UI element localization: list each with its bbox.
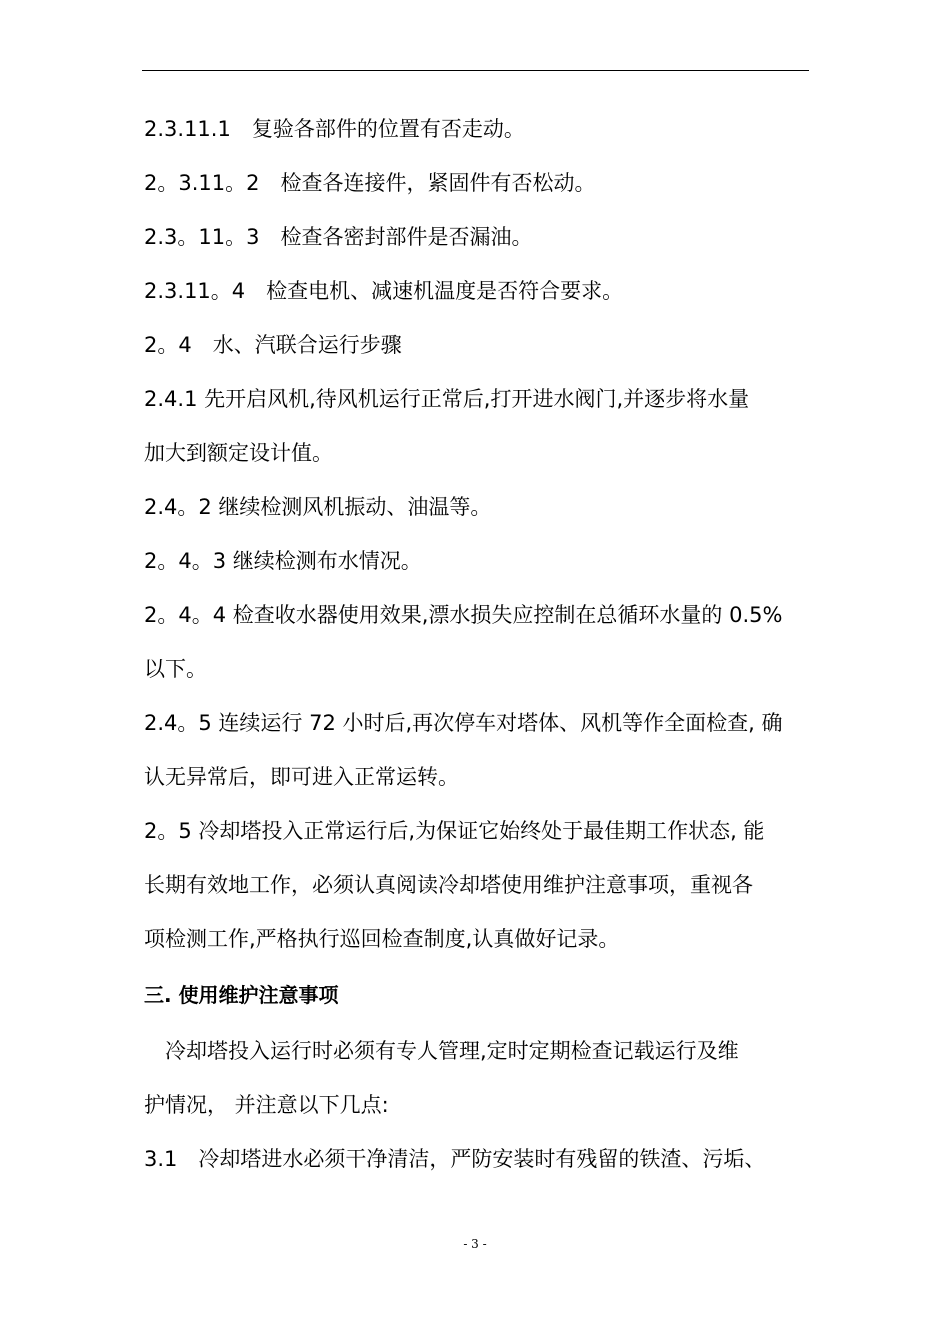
- header-rule: [142, 70, 809, 71]
- text-line-2-4-5-cont: 认无异常后，即可进入正常运转。: [144, 765, 459, 789]
- text-line-2-5-cont-2: 项检测工作,严格执行巡回检查制度,认真做好记录。: [144, 927, 620, 951]
- section-intro-line-2: 护情况， 并注意以下几点:: [144, 1093, 389, 1117]
- text-line-2-3-11-1: 2.3.11.1 复验各部件的位置有否走动。: [144, 117, 525, 141]
- text-line-2-5-cont-1: 长期有效地工作，必须认真阅读冷却塔使用维护注意事项，重视各: [144, 873, 753, 897]
- text-line-2-4-1-cont: 加大到额定设计值。: [144, 441, 333, 465]
- text-line-2-4-2: 2.4。2 继续检测风机振动、油温等。: [144, 495, 492, 519]
- text-line-2-4-5: 2.4。5 连续运行 72 小时后,再次停车对塔体、风机等作全面检查, 确: [144, 711, 783, 735]
- text-line-3-1: 3.1 冷却塔进水必须干净清洁，严防安装时有残留的铁渣、污垢、: [144, 1147, 766, 1171]
- text-line-2-4-4-cont: 以下。: [144, 657, 207, 681]
- page-number: - 3 -: [463, 1237, 487, 1251]
- text-line-2-3-11-3: 2.3。11。3 检查各密封部件是否漏油。: [144, 225, 533, 249]
- text-line-2-3-11-4: 2.3.11。4 检查电机、减速机温度是否符合要求。: [144, 279, 624, 303]
- text-line-2-4: 2。4 水、汽联合运行步骤: [144, 333, 402, 357]
- text-line-2-5: 2。5 冷却塔投入正常运行后,为保证它始终处于最佳期工作状态, 能: [144, 819, 765, 843]
- text-line-2-4-4: 2。4。4 检查收水器使用效果,漂水损失应控制在总循环水量的 0.5%: [144, 603, 783, 627]
- text-line-2-4-1: 2.4.1 先开启风机,待风机运行正常后,打开进水阀门,并逐步将水量: [144, 387, 750, 411]
- text-line-2-3-11-2: 2。3.11。2 检查各连接件，紧固件有否松动。: [144, 171, 596, 195]
- section-intro-line-1: 冷却塔投入运行时必须有专人管理,定时定期检查记载运行及维: [144, 1039, 739, 1063]
- text-line-2-4-3: 2。4。3 继续检测布水情况。: [144, 549, 422, 573]
- section-heading: 三. 使用维护注意事项: [144, 983, 339, 1007]
